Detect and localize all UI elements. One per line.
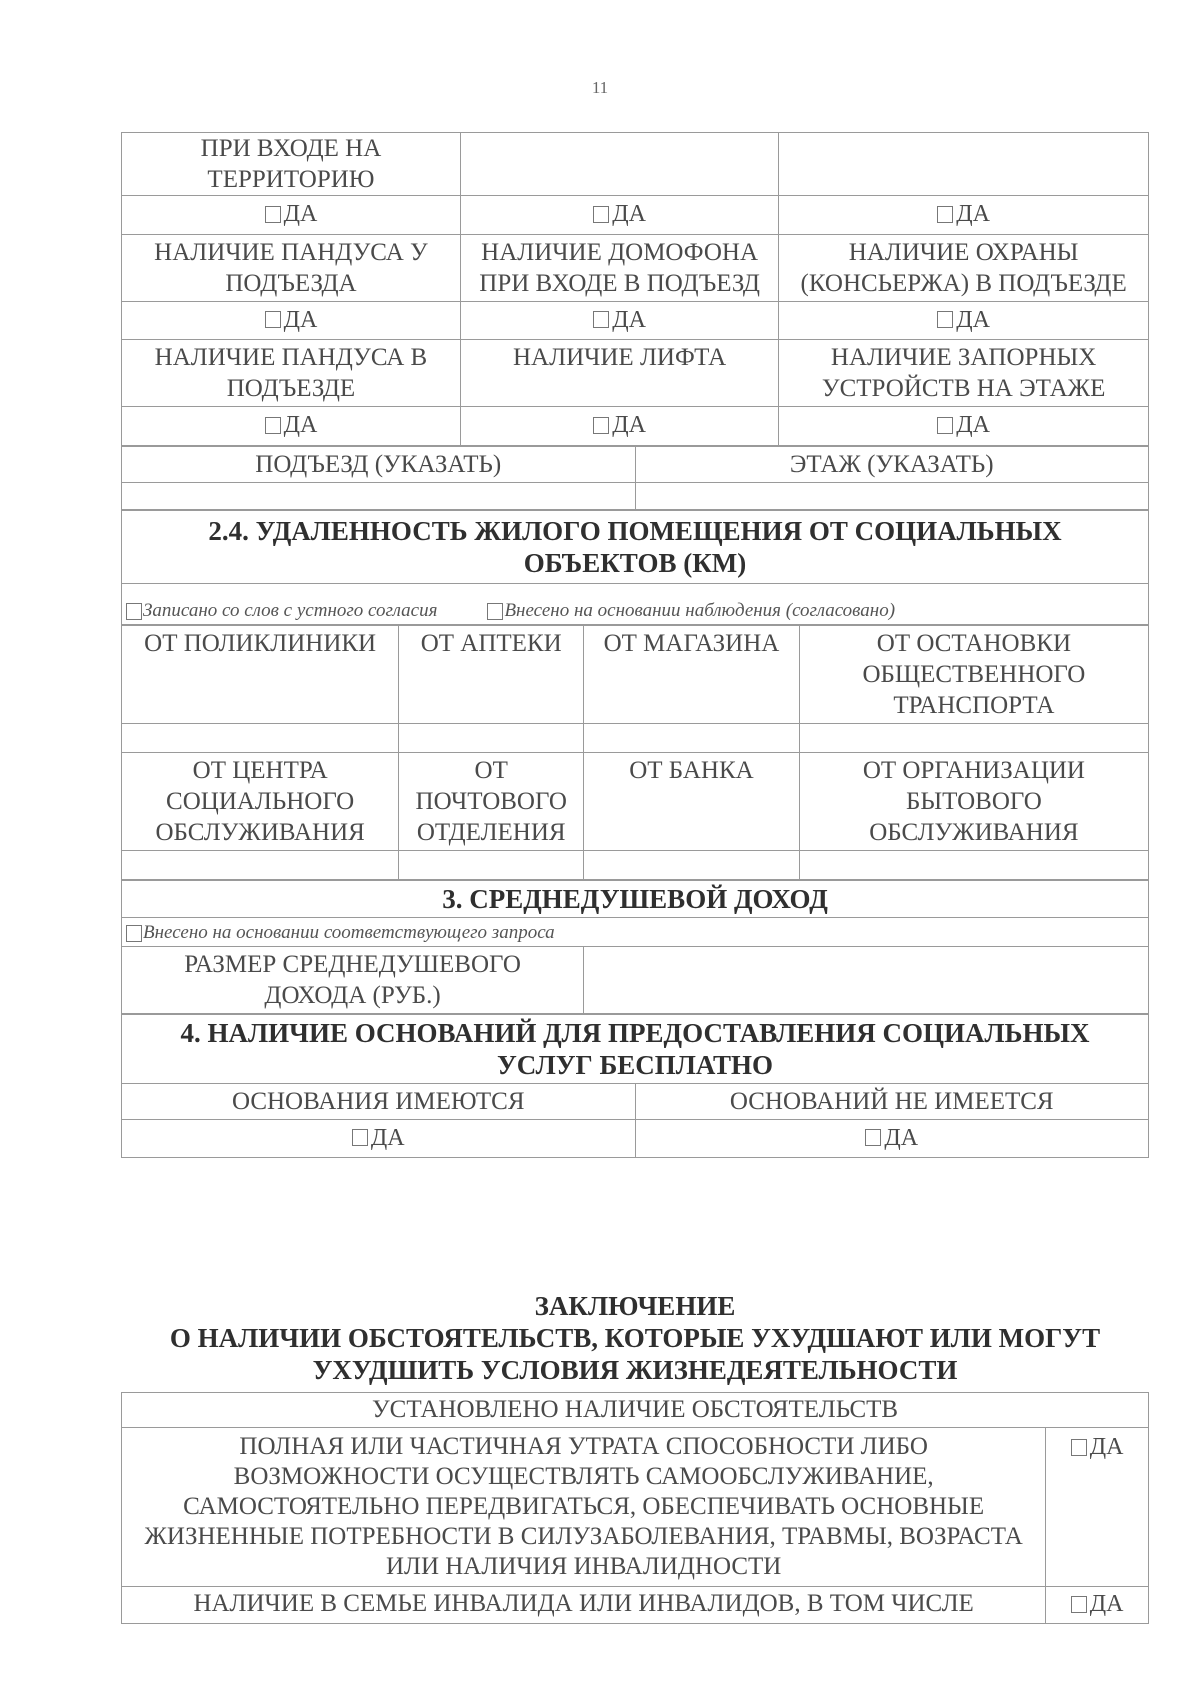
entrance-table — [121, 132, 1149, 446]
yes-label: ДА — [370, 1124, 405, 1151]
checkbox-icon[interactable] — [126, 603, 142, 620]
section-2-4-notes — [122, 583, 1149, 624]
conclusion-heading — [121, 1290, 1149, 1386]
yes-label: ДА — [884, 1124, 919, 1151]
yes-label: ДА — [283, 412, 318, 438]
entry-territory-value[interactable] — [460, 133, 778, 196]
yes-checkbox[interactable] — [122, 407, 461, 446]
section-3-table — [121, 880, 1149, 1014]
checkbox-icon[interactable] — [865, 1129, 881, 1146]
yes-checkbox[interactable] — [635, 1119, 1149, 1158]
ramp-in-entrance-label: НАЛИЧИЕ ПАНДУСА В ПОДЪЕЗДЕ — [122, 340, 461, 407]
section-2-4-table — [121, 510, 1149, 625]
distance-bank-label: ОТ БАНКА — [584, 752, 800, 850]
checkbox-icon[interactable] — [265, 417, 281, 434]
checkbox-icon[interactable] — [937, 311, 953, 328]
section-4-table — [121, 1014, 1149, 1159]
circumstance-1-label: ПОЛНАЯ ИЛИ ЧАСТИЧНАЯ УТРАТА СПОСОБНОСТИ ЛИБО ВОЗМОЖНОСТИ ОСУЩЕСТВЛЯТЬ САМООБСЛУЖИВАНИЕ, САМОСТОЯТЕЛЬНО ПЕРЕДВИГАТЬСЯ, ОБЕСПЕЧИВАТЬ ОСНОВНЫЕ ЖИЗНЕННЫЕ ПОТРЕБНОСТИ В СИЛУЗАБОЛЕВАНИЯ, ТРАВМЫ, ВОЗРАСТА ИЛИ НАЛИЧИЯ ИНВАЛИДНОСТИ — [122, 1428, 1046, 1587]
ramp-at-entrance-label: НАЛИЧИЕ ПАНДУСА У ПОДЪЕЗДА — [122, 234, 461, 301]
section-4-title: 4. НАЛИЧИЕ ОСНОВАНИЙ ДЛЯ ПРЕДОСТАВЛЕНИЯ СОЦИАЛЬНЫХ УСЛУГ БЕСПЛАТНО — [122, 1014, 1149, 1083]
circumstance-2-label: НАЛИЧИЕ В СЕМЬЕ ИНВАЛИДА ИЛИ ИНВАЛИДОВ, В ТОМ ЧИСЛЕ — [122, 1587, 1046, 1624]
checkbox-icon[interactable] — [593, 311, 609, 328]
yes-checkbox[interactable] — [460, 196, 778, 235]
elevator-label: НАЛИЧИЕ ЛИФТА — [460, 340, 778, 407]
conclusion-table — [121, 1392, 1149, 1624]
yes-label: ДА — [283, 201, 318, 227]
checkbox-icon[interactable] — [352, 1129, 368, 1146]
yes-checkbox[interactable] — [122, 196, 461, 235]
distance-transport-label: ОТ ОСТАНОВКИ ОБЩЕСТВЕННОГО ТРАНСПОРТА — [799, 625, 1148, 723]
yes-checkbox[interactable] — [779, 407, 1149, 446]
checkbox-icon[interactable] — [937, 206, 953, 223]
concierge-label: НАЛИЧИЕ ОХРАНЫ (КОНСЬЕРЖА) В ПОДЪЕЗДЕ — [779, 234, 1149, 301]
distance-clinic-label: ОТ ПОЛИКЛИНИКИ — [122, 625, 399, 723]
distance-shop-input[interactable] — [584, 723, 800, 752]
request-note: Внесено на основании соответствующего запроса — [143, 921, 555, 943]
entrance-number-label: ПОДЪЕЗД (УКАЗАТЬ) — [122, 446, 636, 482]
distance-social-center-input[interactable] — [122, 850, 399, 879]
conclusion-subtitle-2: УХУДШИТЬ УСЛОВИЯ ЖИЗНЕДЕЯТЕЛЬНОСТИ — [312, 1355, 958, 1385]
survey-form — [121, 132, 1149, 1158]
yes-checkbox[interactable] — [460, 407, 778, 446]
distance-transport-input[interactable] — [799, 723, 1148, 752]
checkbox-icon[interactable] — [1071, 1596, 1087, 1613]
distance-services-label: ОТ ОРГАНИЗАЦИИ БЫТОВОГО ОБСЛУЖИВАНИЯ — [799, 752, 1148, 850]
entrance-number-input[interactable] — [122, 482, 636, 509]
distance-services-input[interactable] — [799, 850, 1148, 879]
yes-label: ДА — [956, 306, 990, 333]
yes-checkbox[interactable] — [1046, 1587, 1149, 1624]
entry-territory-extra[interactable] — [779, 133, 1149, 196]
floor-number-label: ЭТАЖ (УКАЗАТЬ) — [635, 446, 1149, 482]
distance-table — [121, 625, 1149, 880]
established-label: УСТАНОВЛЕНО НАЛИЧИЕ ОБСТОЯТЕЛЬСТВ — [122, 1393, 1149, 1428]
grounds-exist-label: ОСНОВАНИЯ ИМЕЮТСЯ — [122, 1083, 636, 1119]
yes-checkbox[interactable] — [779, 196, 1149, 235]
yes-checkbox[interactable] — [779, 301, 1149, 340]
distance-pharmacy-input[interactable] — [399, 723, 584, 752]
distance-post-office-input[interactable] — [399, 850, 584, 879]
conclusion-subtitle-1: О НАЛИЧИИ ОБСТОЯТЕЛЬСТВ, КОТОРЫЕ УХУДШАЮТ ИЛИ МОГУТ — [169, 1323, 1101, 1353]
checkbox-icon[interactable] — [1071, 1439, 1087, 1456]
yes-label: ДА — [956, 201, 990, 227]
entry-territory-label: ПРИ ВХОДЕ НА ТЕРРИТОРИЮ — [122, 133, 461, 196]
checkbox-icon[interactable] — [265, 206, 281, 223]
entrance-floor-table — [121, 446, 1149, 510]
section-2-4-title: 2.4. УДАЛЕННОСТЬ ЖИЛОГО ПОМЕЩЕНИЯ ОТ СОЦИАЛЬНЫХ ОБЪЕКТОВ (КМ) — [122, 510, 1149, 583]
yes-checkbox[interactable] — [122, 301, 461, 340]
verbal-consent-note: Записано со слов с устного согласия — [143, 599, 438, 621]
conclusion-title: ЗАКЛЮЧЕНИЕ — [534, 1291, 736, 1321]
page-number: 11 — [591, 78, 609, 97]
yes-checkbox[interactable] — [460, 301, 778, 340]
section-3-title: 3. СРЕДНЕДУШЕВОЙ ДОХОД — [122, 880, 1149, 917]
checkbox-icon[interactable] — [126, 925, 142, 942]
yes-label: ДА — [956, 412, 990, 438]
checkbox-icon[interactable] — [593, 206, 609, 223]
observation-note: Внесено на основании наблюдения (согласовано) — [504, 599, 896, 621]
floor-number-input[interactable] — [635, 482, 1149, 509]
distance-social-center-label: ОТ ЦЕНТРА СОЦИАЛЬНОГО ОБСЛУЖИВАНИЯ — [122, 752, 399, 850]
conclusion-table-wrap — [121, 1392, 1149, 1624]
income-label: РАЗМЕР СРЕДНЕДУШЕВОГО ДОХОДА (РУБ.) — [122, 946, 584, 1013]
distance-bank-input[interactable] — [584, 850, 800, 879]
checkbox-icon[interactable] — [487, 603, 503, 620]
yes-label: ДА — [1089, 1434, 1124, 1460]
distance-post-office-label: ОТ ПОЧТОВОГО ОТДЕЛЕНИЯ — [399, 752, 584, 850]
grounds-absent-label: ОСНОВАНИЙ НЕ ИМЕЕТСЯ — [635, 1083, 1149, 1119]
yes-label: ДА — [612, 201, 646, 227]
intercom-label: НАЛИЧИЕ ДОМОФОНА ПРИ ВХОДЕ В ПОДЪЕЗД — [460, 234, 778, 301]
distance-clinic-input[interactable] — [122, 723, 399, 752]
yes-checkbox[interactable] — [1046, 1428, 1149, 1587]
distance-pharmacy-label: ОТ АПТЕКИ — [399, 625, 584, 723]
checkbox-icon[interactable] — [265, 311, 281, 328]
distance-shop-label: ОТ МАГАЗИНА — [584, 625, 800, 723]
yes-label: ДА — [612, 412, 646, 438]
yes-label: ДА — [283, 306, 318, 333]
yes-checkbox[interactable] — [122, 1119, 636, 1158]
locking-devices-label: НАЛИЧИЕ ЗАПОРНЫХ УСТРОЙСТВ НА ЭТАЖЕ — [779, 340, 1149, 407]
section-3-note-row — [122, 917, 1149, 946]
checkbox-icon[interactable] — [593, 417, 609, 434]
income-input[interactable] — [584, 946, 1149, 1013]
yes-label: ДА — [1089, 1591, 1124, 1618]
yes-label: ДА — [612, 306, 646, 333]
checkbox-icon[interactable] — [937, 417, 953, 434]
